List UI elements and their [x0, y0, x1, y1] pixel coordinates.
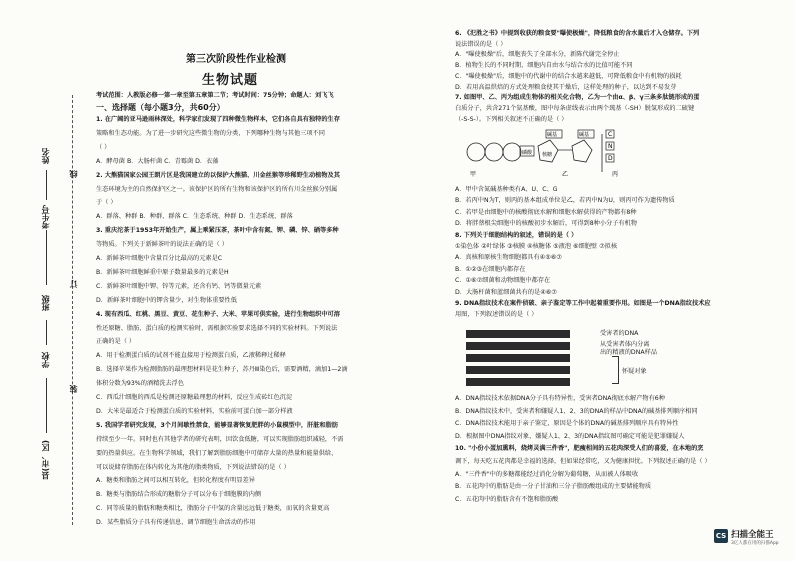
text-line: A．甲中含氮碱基种类有A、U、C、G: [455, 186, 558, 193]
text-line: D．大肠杆菌和蓝细菌共有的是④⑥⑦: [455, 288, 557, 296]
exam-title: 第三次阶段性作业检测: [186, 54, 286, 65]
text-line: 等物质。下列关于新鲜茶叶的说法正确的是（ ）: [96, 241, 228, 249]
dna-band-suspect3: [466, 378, 570, 386]
text-line: A．用于检测蛋白质的试剂不能直接用于检测蛋白质，乙液稀释过稀释: [96, 352, 286, 360]
mark-bind: 订: [69, 280, 78, 288]
fig-tail-c: C: [608, 131, 613, 138]
text-line: B．糖类与脂肪结合形成的糖脂分子可以分布于细胞膜的内侧: [96, 491, 262, 499]
text-line: D．新鲜茶叶细胞中的钾含量少，对生物体重要性低: [96, 296, 237, 304]
fig9-label-suspect: 怀疑对象: [622, 368, 647, 375]
camscanner-logo: CS: [714, 529, 728, 543]
dna-band-suspect1: [466, 354, 570, 362]
fig-base1: 碱基: [547, 132, 558, 138]
label-exam-no: 考生号: [41, 205, 50, 229]
class-underline: [46, 320, 47, 345]
text-line: 4. 现有西瓜、红桃、黑豆、黄豆、花生种子、大米、苹果可供实验，进行生物组织中可溶: [96, 310, 340, 318]
fig-label-bing: 丙: [612, 171, 619, 178]
fig9-label-sample2: 出的精液的DNA样品: [600, 349, 657, 356]
text-line: 5. 我国学者研究发现，3个月间歇性禁食，能够显著恢复肥胖的小鼠模型中，肝脏和脂肪: [96, 421, 339, 429]
text-line: B．若丙中N为T，则丙的基本组成单位是乙，若丙中N为U，则丙可作为遗传物质: [455, 197, 675, 205]
text-line: D．根据图中DNA指纹对象，嫌疑人1、2、3的DNA指纹图可确定可能是犯罪嫌疑人: [455, 432, 685, 440]
mark-staple: 装: [69, 385, 78, 393]
text-line: 10. "小份小蛋加熏料，烧烤灵满三件香"，肥瘦相间的五花肉深受人们的喜爱，在本地的烹: [455, 445, 704, 453]
fig-label-yi: 乙: [562, 171, 569, 178]
text-line: A．"三件香"中的多糖都能经过消化分解为葡萄糖，从而被人体吸收: [455, 470, 639, 478]
exam-info: 考试范围：人教版必修一第一章至第五章第二节；考试时间：75分钟；命题人：刘飞飞: [96, 92, 334, 99]
camscanner-slogan: 3亿人都在用的扫描App: [731, 541, 779, 546]
text-line: （-S-S-）。下列相关叙述不正确的是（ ）: [455, 115, 568, 123]
section-heading: 一、选择题（每小题3分，共60分）: [96, 103, 225, 112]
label-county: 县(市、区): [41, 440, 50, 480]
text-line: A．DNA指纹技术依据DNA分子具有特异性，受害者DNA彻底水解产物有6种: [455, 395, 665, 402]
text-line: A．群落、种群 B．种群、群落 C．生态系统、种群 D．生态系统、群落: [96, 213, 293, 221]
text-line: B．新鲜茶叶细胞鲜重中原子数量最多的元素是H: [96, 268, 229, 276]
label-class: 班级: [41, 295, 50, 311]
text-line: C．①⑥⑦细菌和动物细胞中都存在: [455, 277, 551, 285]
text-line: 2. 大熊猫国家公园王朗片区是我国建立的以保护大熊猫、川金丝猴等珍稀野生动植物及其: [96, 171, 340, 179]
text-line: 持续至少一年。同时也有其他学者的研究表明，因饮食低糖，可以实现脂肪组织减轻，不需: [96, 435, 344, 443]
text-line: D．若用高温烘焙的方式处理粮食使其干燥后，这样处理的种子，以达到不易发芽: [455, 83, 677, 91]
text-line: D．大米是最适合于检测蛋白质的实验材料，实验前可蛋白加一部分样液: [96, 407, 293, 415]
text-line: 1. 在广阔的亚马逊雨林深处，科学家们发现了四种微生物样本，它们各自具有独特的生存: [96, 116, 340, 123]
fig-tail-n: N: [608, 143, 613, 150]
binding-dashed-line: [72, 95, 73, 525]
text-line: 8. 下列关于细胞结构的叙述，错误的是（ ）: [455, 231, 578, 239]
text-line: （ ）: [96, 143, 111, 151]
dna-band-sample: [466, 342, 570, 350]
text-line: C．DNA指纹技术能用于亲子鉴定，原因是个体的DNA的碱基排列顺序具有特异性: [455, 420, 679, 428]
text-line: 7. 如图甲、乙、丙为组成生物体的相关化合物，乙为一个由α、β、γ三条多肽链形成的蛋: [455, 94, 700, 102]
text-line: 用图，下列叙述错误的是（ ）: [455, 311, 538, 319]
text-line: 体积分数为93%的酒精洗去浮色: [96, 380, 185, 388]
text-line: 调下，每天吃五花肉都是幸福的选择，但如果经常吃，又为健康担忧。下列叙述正确的是（ ）: [455, 458, 711, 465]
text-line: C．五花肉中的脂肪含有不饱和脂肪酸: [455, 495, 559, 503]
mark-line: 线: [69, 170, 78, 178]
text-line: A．酵母菌 B．大肠杆菌 C．青霉菌 D．衣藻: [96, 157, 219, 165]
text-line: B．五花肉中的脂肪是由一分子甘油和三分子脂肪酸组成的主要储能物质: [455, 483, 652, 491]
label-name: 姓名: [41, 148, 50, 164]
text-line: A．新鲜茶叶细胞中含量百分比最高的元素是C: [96, 255, 223, 262]
text-line: B．植物生长的不同时期，细胞内自由水与结合水的比值可能不同: [455, 62, 633, 70]
fig9-bracket: [612, 356, 619, 384]
text-line: 6. 《氾胜之书》中提到收获的粮食要"曝使极燥"，降低粮食的含水量后才入仓储存。下列: [455, 30, 700, 37]
fig-box-phosphate: 磷酸: [522, 150, 533, 156]
exam-no-underline: [46, 230, 47, 285]
text-line: C．同等质量的脂肪和糖类相比，脂肪分子中氢的含量远远低于糖类，而氧的含量更高: [96, 505, 330, 513]
text-line: 于（ ）: [96, 199, 117, 207]
text-line: 白质分子，共含271个氨基酸，图中每条虚线表示由两个巯基（-SH）脱氢形成的二硫键: [455, 104, 695, 112]
text-line: 正确的是（ ）: [96, 338, 136, 346]
text-line: A．糖类和脂肪之间可以相互转化，但转化程度有明显差异: [96, 477, 255, 485]
text-line: 9. DNA指纹技术在案件侦破、亲子鉴定等工作中起着重要作用。如图是一个DNA指纹技术应: [455, 300, 711, 307]
text-line: 要的热量供应。在生物科学领域，我们了解到脂肪细胞中可储存大量的热量和能量供给，: [96, 449, 338, 457]
text-line: 性还原糖、脂肪、蛋白质的检测实验时，需根据实验要求选择不同的实验材料。下列说法: [96, 324, 338, 332]
text-line: C．新鲜茶叶细胞中钾、锌等元素，还含有钙、钙等微量元素: [96, 282, 262, 290]
text-line: 策略和生态功能。为了进一步研究这些微生物的分类，下列哪种生物与其他三项不同: [96, 129, 325, 137]
text-line: ①染色体 ②叶绿体 ③核膜 ④核糖体 ⑤液泡 ⑥细胞壁 ⑦拟核: [455, 243, 618, 250]
subject-title: 生物试题: [202, 73, 259, 88]
dna-band-suspect2: [466, 366, 570, 374]
camscanner-name: 扫描全能王: [731, 530, 774, 540]
text-line: C．西瓜汁细胞的西瓜是检测还原糖最理想的材料，反应生成砖红色沉淀: [96, 394, 293, 401]
school-underline: [46, 378, 47, 433]
fig9-label-sample: 从受害者体内分离: [600, 341, 650, 348]
text-line: C．若甲是由细胞中的核酸彻底水解和细胞水解获得的产物都有8种: [455, 208, 637, 216]
text-line: C．"曝使极燥"后，细胞中的代谢中的结合水越来越低，可降低粮食中有机物的损耗: [455, 72, 682, 80]
text-line: A．"曝使极燥"后，细胞丧失了全部水分，新陈代谢完全停止: [455, 51, 620, 59]
fig9-label-victim: 受害者的DNA: [600, 330, 639, 337]
fig-base2: 碱基: [579, 132, 590, 138]
text-line: B．①②③在细胞内都存在: [455, 265, 526, 273]
text-line: A．真核和原核生物细胞都具有④⑤⑥⑦: [455, 254, 562, 262]
q7-figure: [462, 128, 632, 180]
text-line: 3. 重庆沱茶于1953年开始生产，属上乘紧压茶，茶叶中含有氮、钾、磷、锌、硒等多种: [96, 227, 339, 235]
dna-band-victim: [466, 330, 570, 338]
text-line: 说法错误的是（ ）: [455, 40, 507, 48]
text-line: 可以说储存脂肪在体内转化为其他的脂类物质，下列说法错误的是（ ）: [96, 463, 290, 471]
text-line: B．选择苹果作为检测脂肪的最理想材料是花生种子，苏丹Ⅲ染色后，需要酒精，滴加1—2滴: [96, 366, 348, 374]
text-line: B．DNA指纹技术中，受害者和嫌疑人1、2、3的DNA的样品中DNA的碱基排列顺序相同: [455, 407, 698, 415]
name-underline: [46, 170, 47, 200]
label-school: 学校: [41, 352, 50, 368]
fig-tail-d: D: [608, 155, 613, 162]
text-line: D．将胖蔡根尖细胞中的核酸初步水解后，可得到8种小分子有机物: [455, 220, 637, 228]
text-line: D．某些脂质分子具有传递信息、调节细胞生命活动的作用: [96, 519, 256, 527]
text-line: 生态环境为主的自然保护区之一。该保护区的所有生物和该保护区的所有川金丝猴分别属: [96, 185, 338, 193]
fig-label-jia: 甲: [470, 171, 477, 178]
fig-box-ribose: 核糖: [542, 152, 553, 158]
